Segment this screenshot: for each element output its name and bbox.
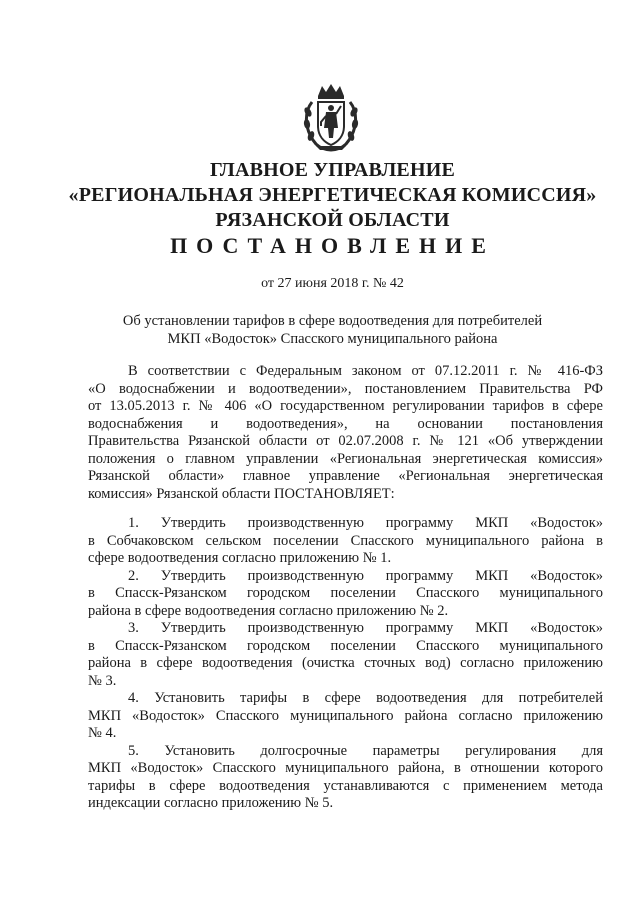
item-line: МКП «Водосток» Спасского муниципального района, в отношении которого <box>88 760 603 776</box>
item-line: № 3. <box>88 672 117 689</box>
org-line: ГЛАВНОЕ УПРАВЛЕНИЕ <box>209 159 456 181</box>
item-line: МКП «Водосток» Спасского муниципального района согласно приложению <box>88 707 603 724</box>
item-line: 3. Утвердить производственную программу МКП «Водосток» <box>128 620 603 636</box>
document-type-heading: ПОСТАНОВЛЕНИЕ <box>170 233 495 258</box>
item-line: района в сфере водоотведения (очистка сточных вод) согласно приложению <box>88 655 603 671</box>
item-line: в Собчаковском сельском поселении Спасского муниципального района в <box>88 532 603 549</box>
preamble-line: от 13.05.2013 г. № 406 «О государственном регулировании тарифов в сфере <box>88 398 603 414</box>
preamble-paragraph <box>88 363 603 503</box>
resolution-item-4 <box>88 690 603 743</box>
item-line: 1. Утвердить производственную программу МКП «Водосток» <box>128 515 603 531</box>
item-line: тарифы в сфере водоотведения устанавливаются с применением метода <box>88 777 603 794</box>
preamble-line: комиссия» Рязанской области ПОСТАНОВЛЯЕТ: <box>88 485 395 502</box>
resolution-item-5 <box>88 743 603 813</box>
preamble-line: Правительства Рязанской области от 02.07.2008 г. № 121 «Об утверждении <box>88 433 603 449</box>
document-subject <box>60 312 605 348</box>
resolution-items <box>88 515 603 813</box>
org-line: РЯЗАНСКОЙ ОБЛАСТИ <box>215 209 450 231</box>
resolution-item-1 <box>88 515 603 568</box>
item-line: 2. Утвердить производственную программу МКП «Водосток» <box>128 567 603 584</box>
item-line: индексации согласно приложению № 5. <box>88 795 334 811</box>
subject-line: МКП «Водосток» Спасского муниципального района <box>167 331 498 347</box>
item-line: 4. Установить тарифы в сфере водоотведения для потребителей <box>128 690 603 706</box>
document-date-number: от 27 июня 2018 г. № 42 <box>261 276 404 291</box>
item-line: в Спасск-Рязанском городском поселении Спасского муниципального <box>88 637 603 654</box>
resolution-item-3 <box>88 620 603 690</box>
preamble-line: «О водоснабжении и водоотведении», постановлением Правительства РФ <box>88 380 603 397</box>
resolution-item-2 <box>88 568 603 621</box>
preamble-line: положения о главном управлении «Региональная энергетическая комиссия» <box>88 450 603 467</box>
item-line: района в сфере водоотведения согласно приложению № 2. <box>88 602 449 619</box>
preamble-line: В соответствии с Федеральным законом от 07.12.2011 г. № 416-ФЗ <box>128 363 603 379</box>
org-line: «РЕГИОНАЛЬНАЯ ЭНЕРГЕТИЧЕСКАЯ КОМИССИЯ» <box>68 184 597 206</box>
item-line: № 4. <box>88 725 117 741</box>
preamble-line: Рязанской области» главное управление «Региональная энергетическая <box>88 468 603 484</box>
ryazan-coat-of-arms-icon <box>298 82 364 154</box>
subject-line: Об установлении тарифов в сфере водоотведения для потребителей <box>122 313 543 329</box>
preamble-line: водоснабжения и водоотведения», на основании постановления <box>88 415 603 432</box>
item-line: сфере водоотведения согласно приложению № 1. <box>88 550 392 566</box>
item-line: 5. Установить долгосрочные параметры регулирования для <box>128 742 603 759</box>
item-line: в Спасск-Рязанском городском поселении Спасского муниципального <box>88 585 603 601</box>
organization-title <box>60 158 605 233</box>
